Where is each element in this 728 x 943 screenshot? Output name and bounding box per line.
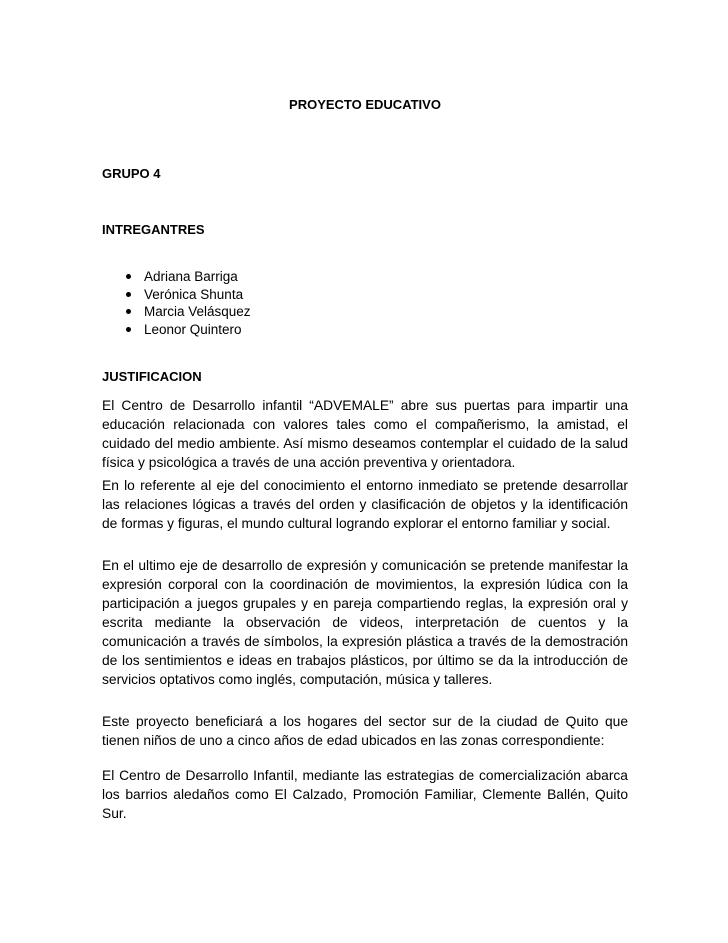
member-name: Marcia Velásquez (144, 304, 251, 319)
members-heading: INTREGANTRES (102, 222, 205, 237)
document-title: PROYECTO EDUCATIVO (289, 97, 441, 112)
paragraph-intro: El Centro de Desarrollo infantil “ADVEMALE” abre sus puertas para impartir una educación relacionada con valores tales como el compañerismo, la amistad, el cuidado del medio ambiente. Así mismo deseamos contemplar el cuidado de la salud física y psicológica a través de una acción preventiva y orientadora. (102, 398, 628, 470)
member-name: Adriana Barriga (144, 269, 238, 284)
bullet-icon (126, 327, 131, 332)
paragraph-expression-axis: En el ultimo eje de desarrollo de expresión y comunicación se pretende manifestar la expresión corporal con la coordinación de movimientos, la expresión lúdica con la participación a juegos grupales y en pareja compartiendo reglas, la expresión oral y escrita mediante la observación de videos, interpretación de cuentos y la comunicación a través de símbolos, la expresión plástica a través de la demostración de los sentimientos e ideas en trabajos plásticos, por último se da la introducción de servicios optativos como inglés, computación, música y talleres. (102, 558, 628, 687)
bullet-icon (126, 292, 131, 297)
justification-heading: JUSTIFICACION (102, 369, 202, 384)
bullet-icon (126, 309, 131, 314)
member-name: Verónica Shunta (144, 286, 244, 302)
list-item (102, 268, 251, 286)
group-heading: GRUPO 4 (102, 166, 161, 181)
paragraph-beneficiaries: Este proyecto beneficiará a los hogares del sector sur de la ciudad de Quito que tienen niños de uno a cinco años de edad ubicados en las zonas correspondiente: (102, 714, 628, 748)
members-list (102, 268, 251, 338)
list-item (102, 286, 251, 304)
list-item (102, 321, 251, 339)
member-name: Leonor Quintero (144, 321, 242, 337)
paragraph-knowledge-axis: En lo referente al eje del conocimiento el entorno inmediato se pretende desarrollar las relaciones lógicas a través del orden y clasificación de objetos y la identificación de formas y figuras, el mundo cultural logrando explorar el entorno familiar y social. (102, 478, 628, 531)
paragraph-coverage: El Centro de Desarrollo Infantil, mediante las estrategias de comercialización abarca los barrios aledaños como El Calzado, Promoción Familiar, Clemente Ballén, Quito Sur. (102, 768, 628, 821)
list-item (102, 303, 251, 321)
bullet-icon (126, 274, 131, 279)
